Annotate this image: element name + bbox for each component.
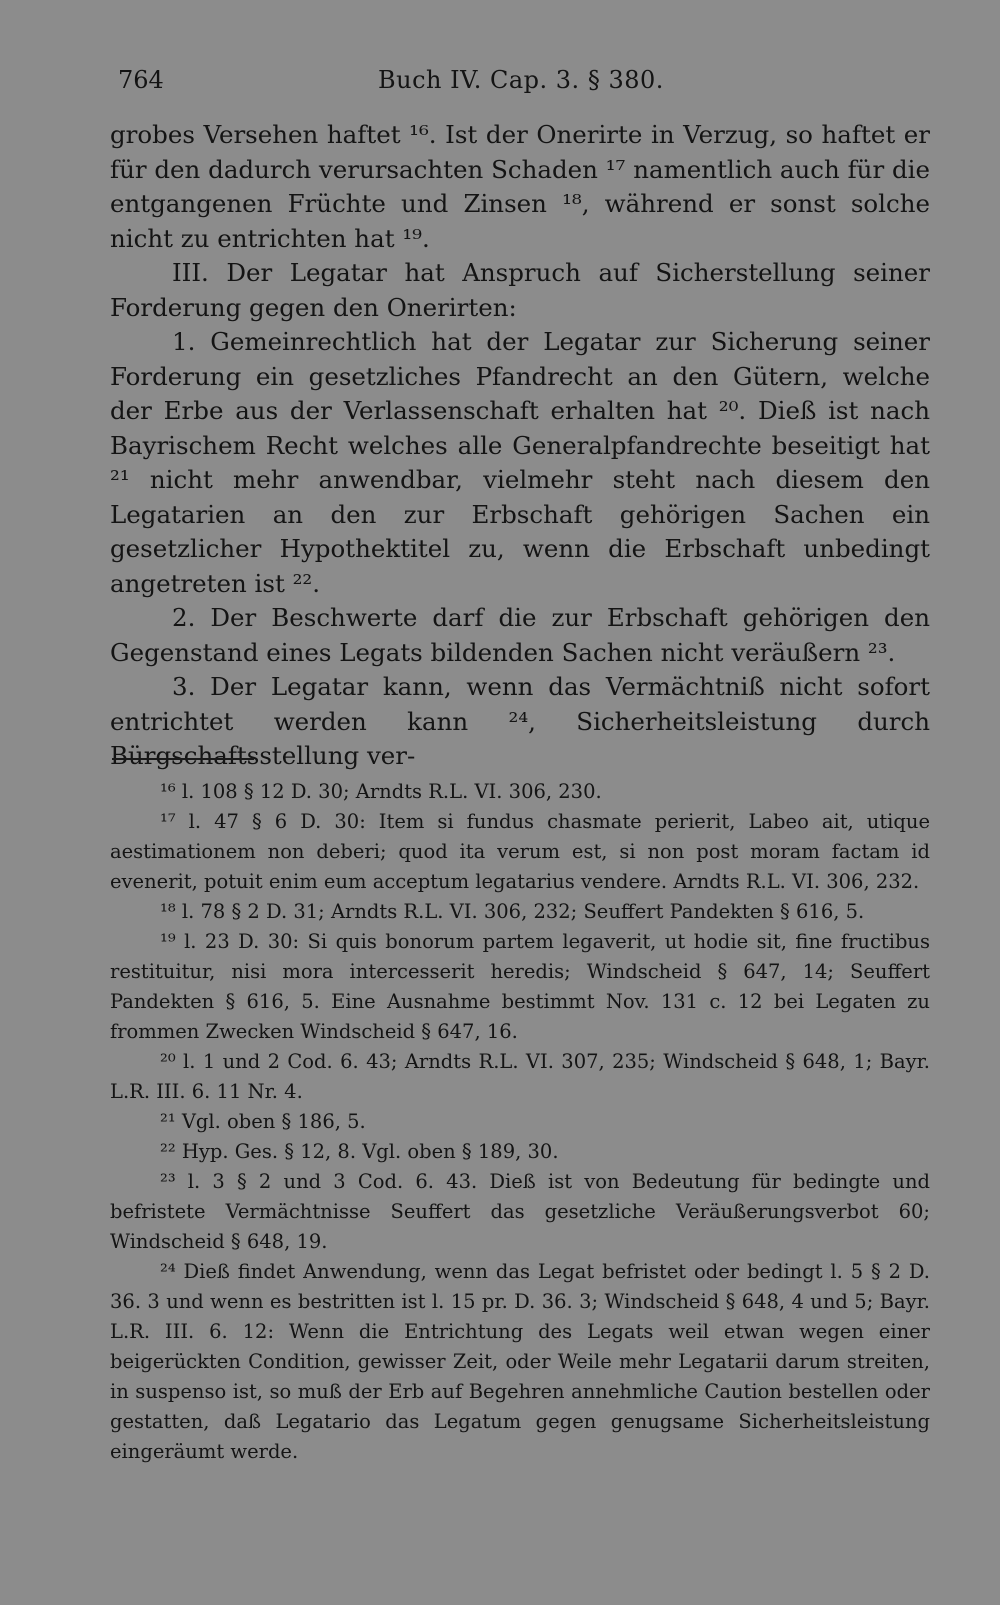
paragraph-continuation: grobes Versehen haftet ¹⁶. Ist der Onerirte in Verzug, so haftet er für den dadurch verursachten Schaden ¹⁷ namentlich auch für die entgangenen Früchte und Zinsen ¹⁸, während er sonst solche nicht zu entrichten hat ¹⁹.: [110, 120, 930, 253]
footnote-18: ¹⁸ l. 78 § 2 D. 31; Arndts R.L. VI. 306, 232; Seuffert Pandekten § 616, 5.: [160, 900, 865, 923]
footnote-22: ²² Hyp. Ges. § 12, 8. Vgl. oben § 189, 30.: [160, 1140, 559, 1163]
page-number: 764: [118, 66, 164, 94]
paragraph-section-iii: III. Der Legatar hat Anspruch auf Sicherstellung seiner Forderung gegen den Onerirten:: [110, 258, 930, 322]
footnote-divider: [112, 758, 254, 760]
footnote-20: ²⁰ l. 1 und 2 Cod. 6. 43; Arndts R.L. VI. 307, 235; Windscheid § 648, 1; Bayr. L.R. III. 6. 11 Nr. 4.: [110, 1050, 930, 1103]
footnote-23: ²³ l. 3 § 2 und 3 Cod. 6. 43. Dieß ist von Bedeutung für bedingte und befristete Vermächtnisse Seuffert das gesetzliche Veräußerungsverbot 60; Windscheid § 648, 19.: [110, 1170, 930, 1253]
paragraph-item-1: 1. Gemeinrechtlich hat der Legatar zur Sicherung seiner Forderung ein gesetzliches Pfandrecht an den Gütern, welche der Erbe aus der Verlassenschaft erhalten hat ²⁰. Dieß ist nach Bayrischem Recht welches alle Generalpfandrechte beseitigt hat ²¹ nicht mehr anwendbar, vielmehr steht nach diesem den Legatarien an den zur Erbschaft gehörigen Sachen ein gesetzlicher Hypothektitel zu, wenn die Erbschaft unbedingt angetreten ist ²².: [110, 327, 930, 598]
running-head: Buch IV. Cap. 3. § 380.: [378, 66, 664, 94]
page-header: [110, 66, 930, 98]
footnotes: [110, 777, 930, 1467]
footnote-16: ¹⁶ l. 108 § 12 D. 30; Arndts R.L. VI. 306, 230.: [160, 780, 602, 803]
footnote-19: ¹⁹ l. 23 D. 30: Si quis bonorum partem legaverit, ut hodie sit, fine fructibus restituitur, nisi mora intercesserit heredis; Windscheid § 647, 14; Seuffert Pandekten § 616, 5. Eine Ausnahme bestimmt Nov. 131 c. 12 bei Legaten zu frommen Zwecken Windscheid § 647, 16.: [110, 930, 930, 1043]
footnote-24: ²⁴ Dieß findet Anwendung, wenn das Legat befristet oder bedingt l. 5 § 2 D. 36. 3 und wenn es bestritten ist l. 15 pr. D. 36. 3; Windscheid § 648, 4 und 5; Bayr. L.R. III. 6. 12: Wenn die Entrichtung des Legats weil etwan wegen einer beigerückten Condition, gewisser Zeit, oder Weile mehr Legatarii darum streiten, in suspenso ist, so muß der Erb auf Begehren annehmliche Caution bestellen oder gestatten, daß Legatario das Legatum gegen genugsame Sicherheitsleistung eingeräumt werde.: [110, 1260, 930, 1463]
paragraph-item-2: 2. Der Beschwerte darf die zur Erbschaft gehörigen den Gegenstand eines Legats bildenden Sachen nicht veräußern ²³.: [110, 603, 930, 667]
footnote-17: ¹⁷ l. 47 § 6 D. 30: Item si fundus chasmate perierit, Labeo ait, utique aestimationem non deberi; quod ita verum est, si non post moram factam id evenerit, potuit enim eum acceptum legatarius vendere. Arndts R.L. VI. 306, 232.: [110, 810, 930, 893]
footnote-21: ²¹ Vgl. oben § 186, 5.: [160, 1110, 366, 1133]
main-text: [110, 118, 930, 774]
paragraph-item-3: 3. Der Legatar kann, wenn das Vermächtniß nicht sofort entrichtet werden kann ²⁴, Sicherheitsleistung durch Bürgschaftsstellung ver-: [110, 672, 930, 770]
